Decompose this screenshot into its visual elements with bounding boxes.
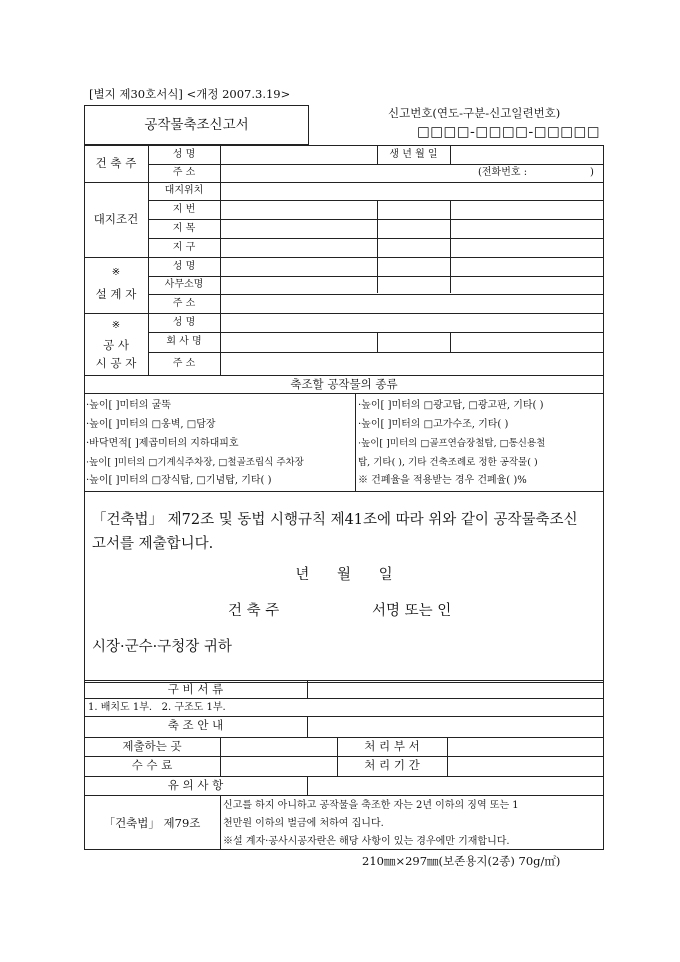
structure-left-3: ·바닥면적[ ]제곱미터의 지하대피호 [86,438,239,449]
guidance-heading: 축 조 안 내 [167,718,224,732]
designer-mark: ※ [111,267,121,278]
notes-line-1: 신고를 하지 아니하고 공작물을 축조한 자는 2년 이하의 징역 또는 1 [223,800,519,811]
documents-items: 1. 배치도 1부. 2. 구조도 1부. [88,702,226,713]
builder-address-label: 주 소 [172,167,196,178]
addressee: 시장·군수·구청장 귀하 [92,639,232,655]
structure-left-2: ·높이[ ]미터의 □옹벽, □담장 [86,419,216,430]
builder-birth-field[interactable] [451,146,603,163]
notes-law: 「건축법」 제79조 [103,816,201,830]
notes-line-2: 천만원 이하의 벌금에 처하여 집니다. [223,818,384,829]
structure-types-heading: 축조할 공작물의 종류 [290,377,398,391]
contractor-address-label: 주 소 [172,358,196,369]
submit-place-label: 제출하는 곳 [122,739,182,753]
declaration-date[interactable]: 년 월 일 [295,567,393,583]
structure-left-4: ·높이[ ]미터의 □기계식주차장, □철골조립식 주차장 [86,457,304,468]
structure-right-5: ※ 건폐율을 적용받는 경우 건폐율( )% [358,475,527,486]
site-zone-label: 지 구 [172,242,196,253]
contractor-company-label: 회 사 명 [166,336,202,347]
notes-line-3: ※설 계자·공사시공자란은 해당 사항이 있는 경우에만 기재합니다. [223,836,510,847]
period-label: 처 리 기 간 [364,758,420,772]
builder-phone-close: ) [590,167,594,178]
site-lot-label: 지 번 [172,204,196,215]
contractor-name-label: 성 명 [172,317,196,328]
site-landcat-label: 지 목 [172,223,196,234]
title-box [84,105,309,145]
declaration-line-1: 「건축법」 제72조 및 동법 시행규칙 제41조에 따라 위와 같이 공작물축조신 [92,512,578,528]
builder-address-field[interactable] [221,165,603,181]
designer-address-label: 주 소 [172,298,196,309]
designer-section-label: 설 계 자 [95,287,137,301]
builder-section-label: 건 축 주 [95,156,137,170]
structure-right-3: ·높이[ ]미터의 □골프연습장철탑, □통신용철 [358,438,546,449]
paper-spec: 210㎜×297㎜(보존용지(2종) 70g/㎡) [362,854,561,868]
report-number-boxes[interactable]: □□□□-□□□□-□□□□□ [417,124,601,140]
contractor-section-label-2: 시 공 자 [95,356,137,370]
site-section-label: 대지조건 [93,212,139,226]
builder-name-field[interactable] [221,146,376,163]
dept-label: 처 리 부 서 [364,739,420,753]
structure-right-4: 탑, 기타( ), 기타 건축조례로 정한 공작물( ) [358,457,538,468]
submit-place-field[interactable] [221,738,336,755]
documents-heading: 구 비 서 류 [167,682,224,696]
fee-label: 수 수 료 [131,758,173,772]
notes-heading: 유 의 사 항 [167,778,224,792]
report-number-label: 신고번호(연도-구분-신고일련번호) [388,106,561,120]
structure-right-2: ·높이[ ]미터의 □고가수조, 기타( ) [358,419,509,430]
builder-phone-label: (전화번호 : [478,167,528,178]
structure-left-1: ·높이[ ]미터의 굴뚝 [86,400,171,411]
contractor-section-label-1: 공 사 [103,338,129,352]
form-title: 공작물축조신고서 [144,117,249,133]
structure-right-1: ·높이[ ]미터의 □광고탑, □광고판, 기타( ) [358,400,544,411]
contractor-mark: ※ [111,320,121,331]
designer-name-label: 성 명 [172,261,196,272]
builder-name-label: 성 명 [172,149,196,160]
signer-label: 건 축 주 [228,603,280,619]
structure-left-5: ·높이[ ]미터의 □장식탑, □기념탑, 기타( ) [86,475,272,486]
sign-note[interactable]: 서명 또는 인 [372,603,452,619]
builder-birth-label: 생 년 월 일 [389,149,438,160]
designer-office-label: 사무소명 [164,279,204,290]
site-location-label: 대지위치 [164,185,204,196]
declaration-line-2: 고서를 제출합니다. [92,536,214,552]
form-label: [별지 제30호서식] <개정 2007.3.19> [89,87,291,101]
